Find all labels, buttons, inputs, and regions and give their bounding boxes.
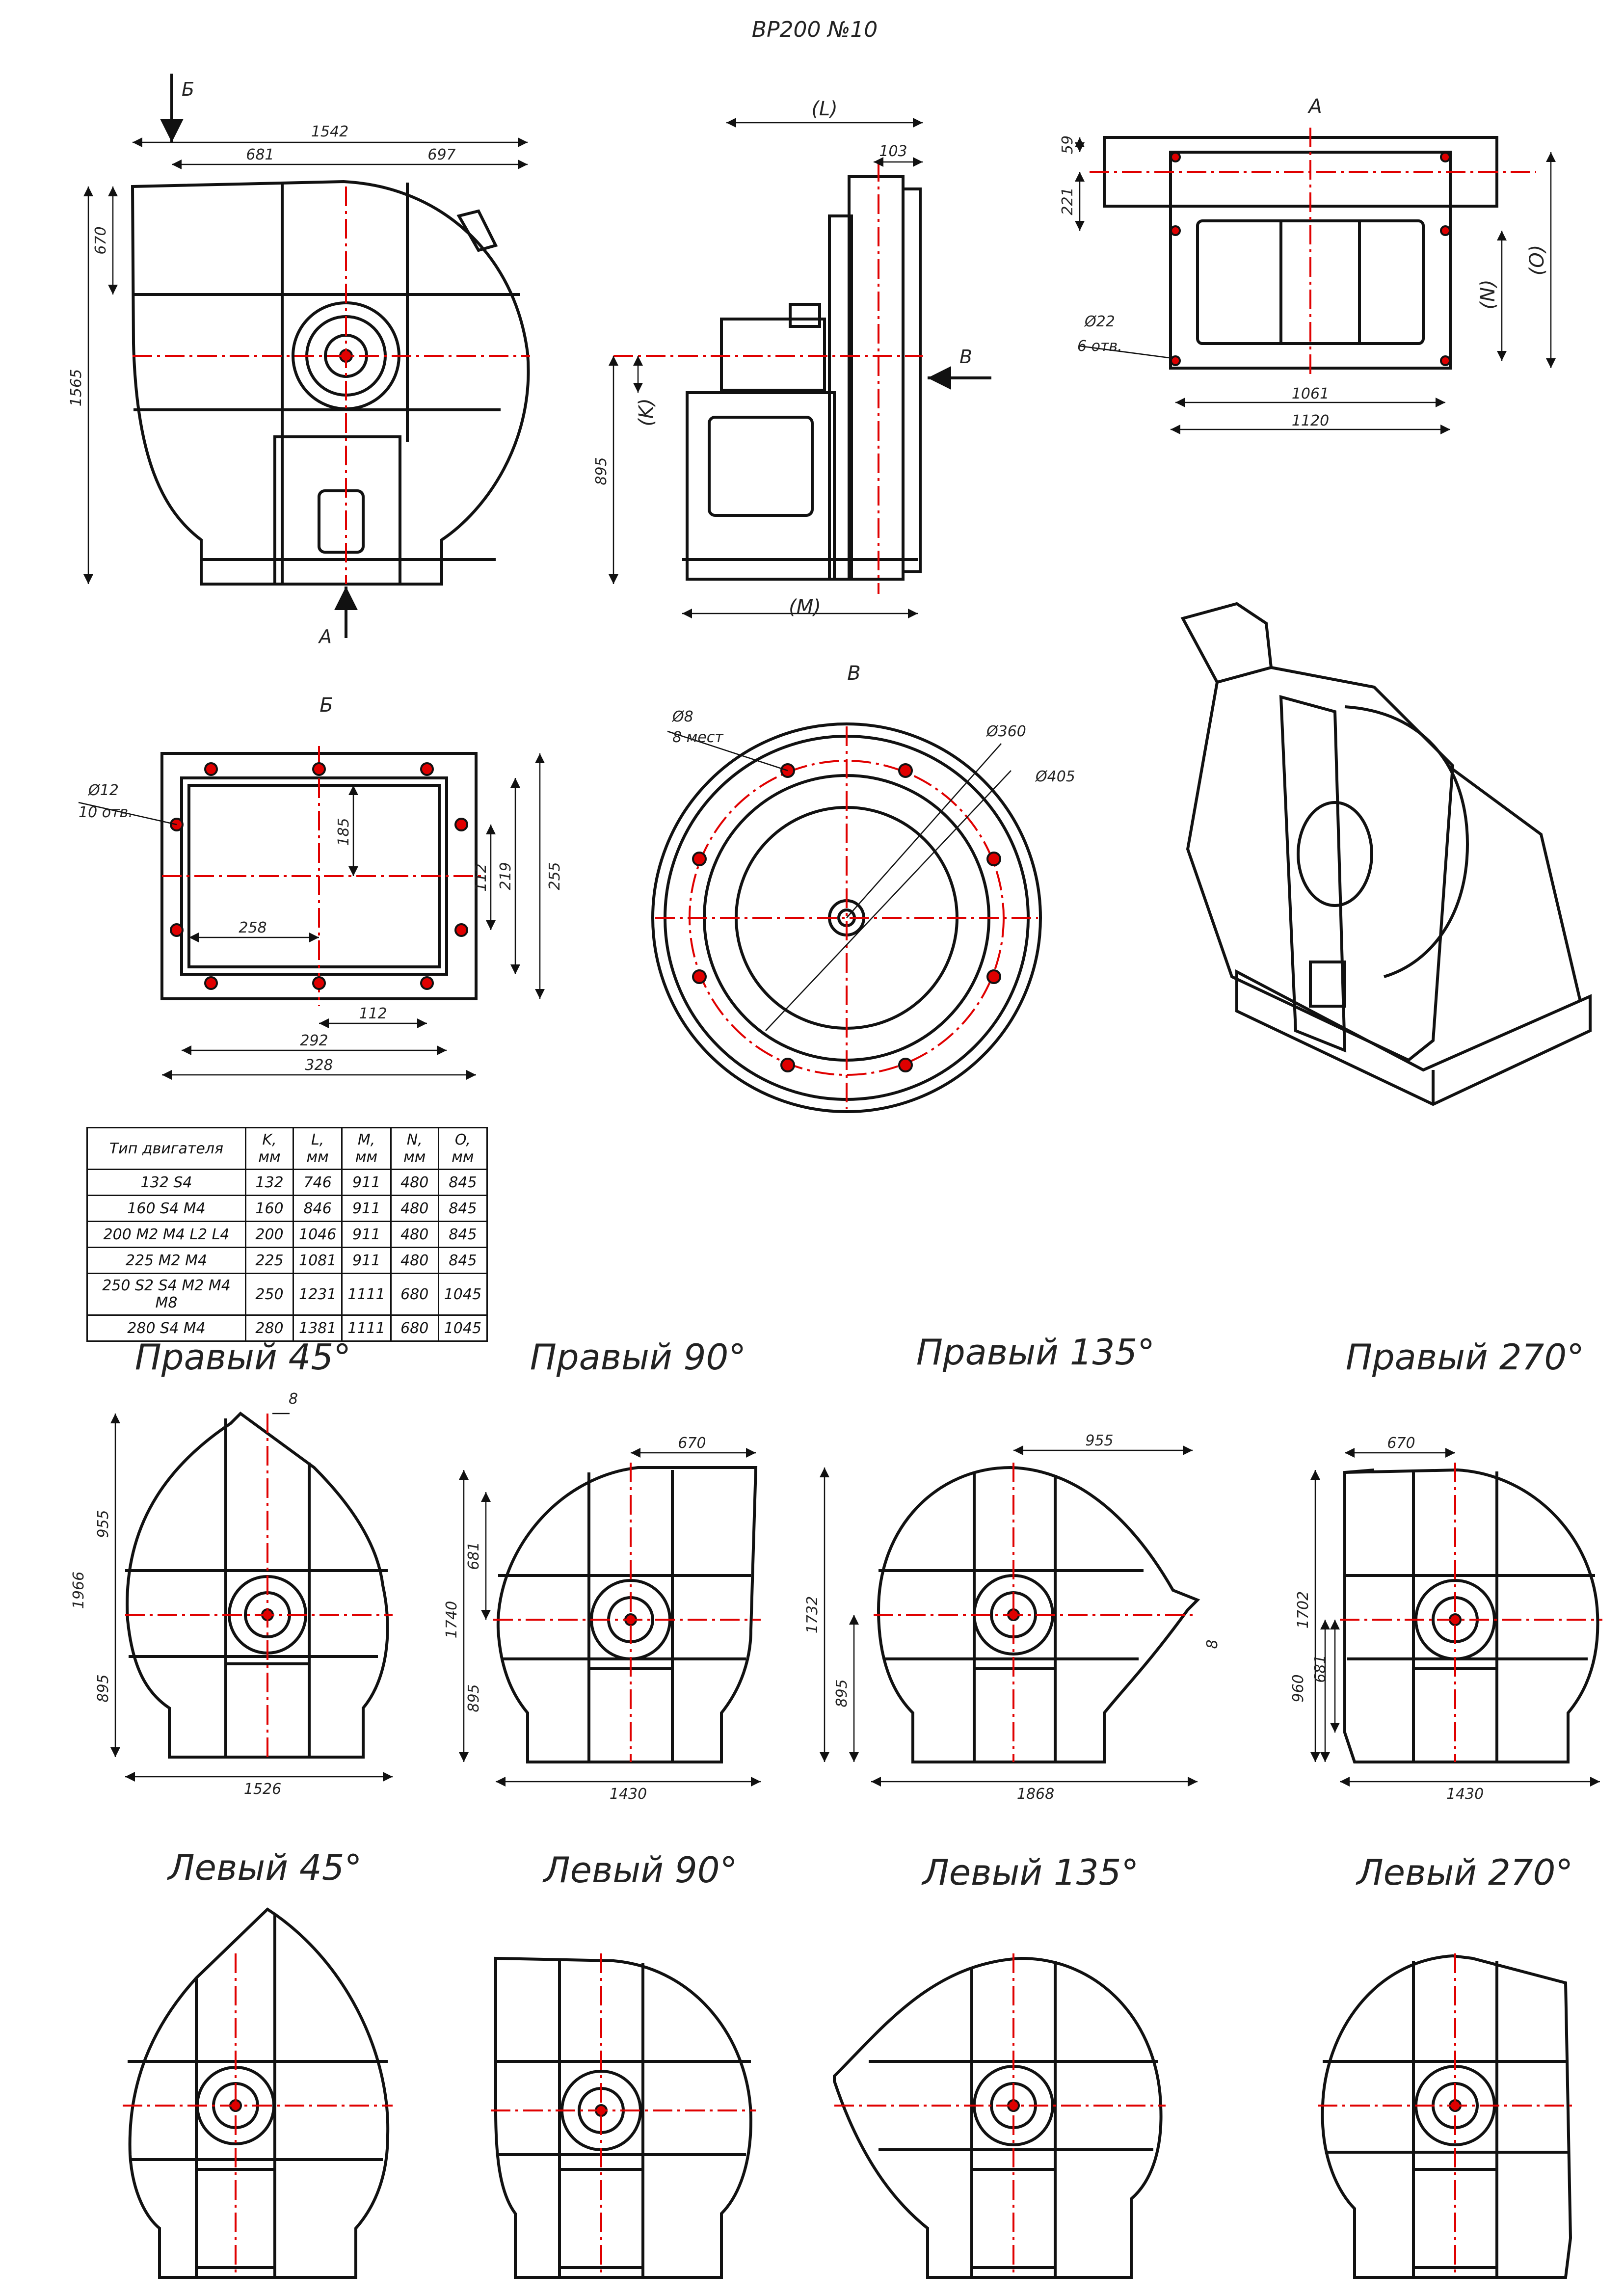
table-cell: 1045: [438, 1315, 487, 1341]
view-right-45-dim-1966: 1966: [70, 1571, 87, 1609]
plan-dim-O: (O): [1526, 244, 1548, 276]
table-cell: 911: [342, 1196, 391, 1222]
table-cell: 160: [246, 1196, 293, 1222]
table-cell: 132: [246, 1170, 293, 1196]
table-cell: 280 S4 M4: [87, 1315, 246, 1341]
flange-v-label: В: [847, 662, 861, 685]
view-right-45-dim-1526: 1526: [243, 1781, 282, 1798]
flange-b-dim-292: 292: [300, 1032, 328, 1049]
view-right-90-dim-895: 895: [465, 1684, 482, 1712]
front-dim-top: 670: [92, 226, 109, 255]
flange-b-dim-328: 328: [305, 1057, 333, 1074]
table-header-cell: K, мм: [246, 1128, 293, 1170]
table-row: [87, 1315, 487, 1341]
side-dim-K: (K): [635, 398, 658, 427]
flange-v-hole-count: 8 мест: [672, 729, 723, 746]
view-left-45: [123, 1909, 393, 2277]
view-right-90-dim-670: 670: [678, 1435, 706, 1452]
view-right-45-dim-8: 8: [289, 1390, 298, 1408]
view-right-45-title: Правый 45°: [134, 1336, 351, 1378]
view-right-90-dim-681: 681: [465, 1542, 482, 1570]
view-right-135: [825, 1450, 1198, 1782]
view-right-90-dim-1740: 1740: [443, 1601, 460, 1639]
view-right-135-dim-955: 955: [1085, 1432, 1114, 1449]
plan-dim-59: 59: [1059, 135, 1076, 155]
plan-view-label: А: [1308, 95, 1322, 118]
table-cell: 845: [438, 1170, 487, 1196]
table-row: [87, 1274, 487, 1315]
table-cell: 480: [391, 1248, 438, 1274]
table-cell: 1081: [293, 1248, 342, 1274]
table-cell: 845: [438, 1196, 487, 1222]
side-dim-height: 895: [593, 457, 610, 485]
view-right-135-title: Правый 135°: [916, 1332, 1155, 1373]
side-dim-flange: 103: [879, 143, 907, 160]
front-view: [88, 74, 530, 638]
table-cell: 680: [391, 1274, 438, 1315]
side-dim-M: (M): [789, 596, 821, 618]
view-right-135-dim-8: 8: [1204, 1639, 1221, 1649]
front-dim-left: 681: [246, 146, 274, 163]
view-left-45-title: Левый 45°: [168, 1847, 362, 1888]
view-left-135-title: Левый 135°: [922, 1852, 1139, 1893]
plan-hole-diameter: Ø22: [1085, 313, 1115, 330]
front-arrow-b-label: Б: [182, 79, 195, 100]
plan-dim-1061: 1061: [1291, 385, 1330, 402]
side-dim-L: (L): [811, 98, 838, 120]
flange-b-label: Б: [319, 694, 333, 717]
table-cell: 250 S2 S4 M2 M4 M8: [87, 1274, 246, 1315]
view-left-270: [1318, 1953, 1575, 2277]
view-right-270-title: Правый 270°: [1345, 1336, 1585, 1378]
table-row: [87, 1196, 487, 1222]
flange-b-hole-count: 10 отв.: [79, 804, 133, 821]
view-right-135-dim-1868: 1868: [1016, 1786, 1055, 1803]
flange-v-dim-360: Ø360: [986, 723, 1026, 740]
view-right-270-dim-1430: 1430: [1446, 1786, 1484, 1803]
flange-v-dim-405: Ø405: [1036, 768, 1075, 785]
table-header-cell: O, мм: [438, 1128, 487, 1170]
plan-dim-1120: 1120: [1291, 412, 1330, 429]
table-cell: 911: [342, 1248, 391, 1274]
table-cell: 1381: [293, 1315, 342, 1341]
table-row: [87, 1170, 487, 1196]
view-left-90: [491, 1953, 756, 2277]
flange-v-hole-diameter: Ø8: [672, 708, 693, 725]
flange-b-dim-112h: 112: [359, 1005, 387, 1022]
isometric-view: [1183, 604, 1590, 1104]
sheet-title: ВР200 №10: [751, 17, 878, 42]
table-header-cell: L, мм: [293, 1128, 342, 1170]
plan-dim-221: 221: [1059, 187, 1076, 215]
view-right-45: [115, 1414, 393, 1777]
table-cell: 1111: [342, 1315, 391, 1341]
flange-b-hole-diameter: Ø12: [88, 782, 119, 799]
table-header-cell: N, мм: [391, 1128, 438, 1170]
flange-b-dim-185: 185: [335, 818, 352, 846]
table-cell: 1111: [342, 1274, 391, 1315]
front-dim-overall-width: 1542: [311, 123, 349, 140]
side-view: [613, 123, 991, 614]
table-cell: 1045: [438, 1274, 487, 1315]
table-cell: 1046: [293, 1222, 342, 1248]
view-right-135-dim-1732: 1732: [804, 1596, 821, 1634]
table-cell: 132 S4: [87, 1170, 246, 1196]
plan-dim-N: (N): [1477, 279, 1499, 310]
flange-b: [79, 746, 540, 1075]
view-right-135-dim-895: 895: [833, 1679, 851, 1708]
table-cell: 250: [246, 1274, 293, 1315]
table-cell: 200: [246, 1222, 293, 1248]
view-left-270-title: Левый 270°: [1357, 1852, 1573, 1893]
table-cell: 480: [391, 1222, 438, 1248]
table-cell: 480: [391, 1170, 438, 1196]
table-cell: 845: [438, 1248, 487, 1274]
table-cell: 200 M2 M4 L2 L4: [87, 1222, 246, 1248]
table-header-row: [87, 1128, 487, 1170]
flange-b-dim-219: 219: [497, 862, 514, 890]
view-right-90: [464, 1453, 761, 1782]
table-header-cell: Тип двигателя: [87, 1128, 246, 1170]
view-right-270-dim-670: 670: [1387, 1435, 1415, 1452]
view-right-270-dim-1702: 1702: [1295, 1591, 1312, 1629]
table-cell: 160 S4 M4: [87, 1196, 246, 1222]
table-header-cell: M, мм: [342, 1128, 391, 1170]
view-right-45-dim-895: 895: [95, 1674, 112, 1703]
view-left-135: [834, 1953, 1166, 2277]
table-cell: 845: [438, 1222, 487, 1248]
view-right-270: [1315, 1453, 1602, 1782]
side-arrow-v-label: В: [959, 346, 973, 368]
view-right-90-dim-1430: 1430: [609, 1786, 647, 1803]
front-arrow-a-label: А: [319, 626, 332, 647]
table-cell: 225 M2 M4: [87, 1248, 246, 1274]
view-right-90-title: Правый 90°: [530, 1336, 746, 1378]
table-cell: 480: [391, 1196, 438, 1222]
front-dim-height: 1565: [68, 369, 85, 407]
table-cell: 911: [342, 1170, 391, 1196]
view-right-270-dim-681: 681: [1312, 1655, 1329, 1683]
flange-v: [653, 724, 1040, 1112]
view-right-45-dim-955: 955: [95, 1510, 112, 1538]
table-cell: 911: [342, 1222, 391, 1248]
table-cell: 225: [246, 1248, 293, 1274]
table-row: [87, 1248, 487, 1274]
table-row: [87, 1222, 487, 1248]
table-cell: 1231: [293, 1274, 342, 1315]
plan-hole-count: 6 отв.: [1077, 338, 1122, 355]
plan-view: [1080, 128, 1551, 429]
flange-b-dim-258: 258: [239, 919, 267, 936]
table-cell: 746: [293, 1170, 342, 1196]
flange-b-dim-255: 255: [546, 862, 563, 890]
table-cell: 680: [391, 1315, 438, 1341]
flange-b-dim-112v: 112: [473, 863, 490, 892]
motor-spec-table: [86, 1127, 488, 1342]
table-cell: 846: [293, 1196, 342, 1222]
front-dim-right: 697: [427, 146, 456, 163]
table-cell: 280: [246, 1315, 293, 1341]
view-right-270-dim-960: 960: [1290, 1674, 1307, 1703]
view-left-90-title: Левый 90°: [543, 1849, 738, 1891]
